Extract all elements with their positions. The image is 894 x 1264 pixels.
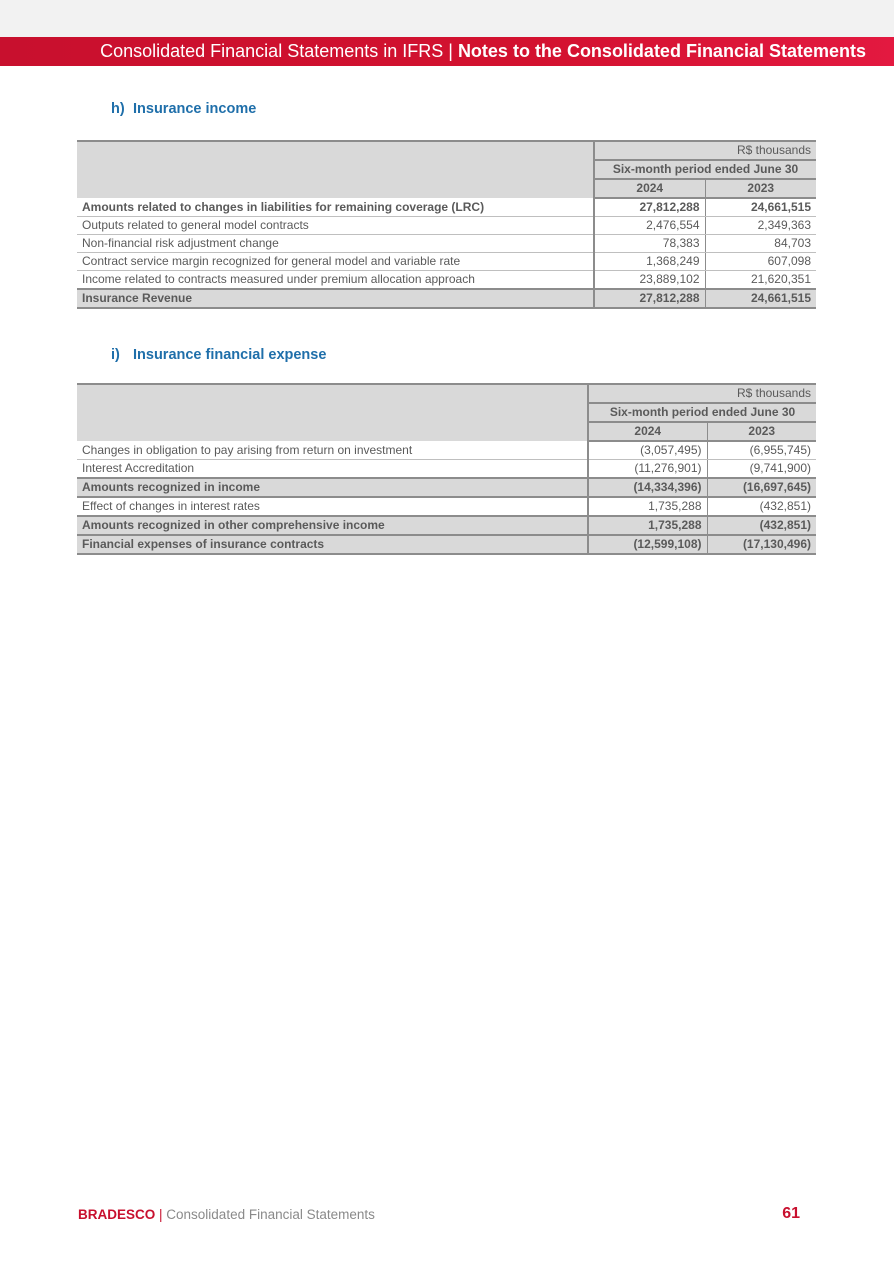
row-label: Non-financial risk adjustment change (77, 235, 594, 253)
header-title-regular: Consolidated Financial Statements in IFRS | (100, 41, 458, 61)
row-label: Outputs related to general model contracts (77, 217, 594, 235)
footer-subtitle: Consolidated Financial Statements (166, 1207, 375, 1222)
row-value-2024: (11,276,901) (588, 460, 707, 479)
unit-label: R$ thousands (588, 384, 816, 403)
year-2024: 2024 (594, 179, 705, 198)
row-value-2023: (432,851) (707, 516, 816, 535)
total-row (77, 535, 816, 554)
total-row (77, 289, 816, 308)
row-label: Changes in obligation to pay arising from return on investment (77, 441, 588, 460)
row-label: Financial expenses of insurance contracts (77, 535, 588, 554)
header-banner (0, 37, 894, 66)
header-blank (77, 141, 594, 198)
row-value-2024: (12,599,108) (588, 535, 707, 554)
page-number: 61 (782, 1205, 800, 1222)
row-value-2024: 27,812,288 (594, 198, 705, 217)
section-i-heading: Insurance financial expense (133, 347, 327, 363)
footer-separator: | (155, 1207, 167, 1222)
insurance-income-table (77, 140, 816, 309)
section-i-letter: i) (111, 347, 120, 363)
year-2023: 2023 (705, 179, 816, 198)
table-row (77, 497, 816, 516)
row-value-2023: 24,661,515 (705, 198, 816, 217)
table-row (77, 271, 816, 290)
period-label: Six-month period ended June 30 (588, 403, 816, 422)
header-blank (77, 384, 588, 441)
row-label: Amounts recognized in income (77, 478, 588, 497)
table-row (77, 460, 816, 479)
row-value-2023: 21,620,351 (705, 271, 816, 290)
section-h-letter: h) (111, 101, 125, 117)
row-label: Interest Accreditation (77, 460, 588, 479)
row-value-2023: 24,661,515 (705, 289, 816, 308)
row-value-2023: (6,955,745) (707, 441, 816, 460)
row-value-2024: 1,735,288 (588, 516, 707, 535)
row-label: Amounts recognized in other comprehensive income (77, 516, 588, 535)
header-title-bold: Notes to the Consolidated Financial Statements (457, 41, 866, 61)
footer (78, 1207, 375, 1222)
row-value-2023: (432,851) (707, 497, 816, 516)
table-row (77, 253, 816, 271)
insurance-financial-expense-table (77, 383, 816, 555)
year-2024: 2024 (588, 422, 707, 441)
row-value-2024: (3,057,495) (588, 441, 707, 460)
year-2023: 2023 (707, 422, 816, 441)
row-value-2023: (16,697,645) (707, 478, 816, 497)
row-label: Insurance Revenue (77, 289, 594, 308)
row-value-2024: 78,383 (594, 235, 705, 253)
row-value-2024: 2,476,554 (594, 217, 705, 235)
period-label: Six-month period ended June 30 (594, 160, 816, 179)
row-label: Amounts related to changes in liabilities for remaining coverage (LRC) (77, 198, 594, 217)
table-row (77, 198, 816, 217)
row-value-2023: (17,130,496) (707, 535, 816, 554)
row-value-2024: 23,889,102 (594, 271, 705, 290)
top-strip (0, 0, 894, 37)
row-value-2023: 2,349,363 (705, 217, 816, 235)
row-value-2024: 1,368,249 (594, 253, 705, 271)
table-row (77, 217, 816, 235)
subtotal-row (77, 516, 816, 535)
row-label: Contract service margin recognized for general model and variable rate (77, 253, 594, 271)
subtotal-row (77, 478, 816, 497)
section-i-title (111, 347, 326, 363)
table-row (77, 441, 816, 460)
row-value-2023: 84,703 (705, 235, 816, 253)
table-row (77, 235, 816, 253)
section-h-title (111, 101, 256, 117)
section-h-heading: Insurance income (133, 101, 257, 117)
row-value-2024: (14,334,396) (588, 478, 707, 497)
unit-label: R$ thousands (594, 141, 816, 160)
row-value-2023: 607,098 (705, 253, 816, 271)
row-value-2024: 27,812,288 (594, 289, 705, 308)
row-label: Effect of changes in interest rates (77, 497, 588, 516)
row-value-2023: (9,741,900) (707, 460, 816, 479)
row-label: Income related to contracts measured under premium allocation approach (77, 271, 594, 290)
row-value-2024: 1,735,288 (588, 497, 707, 516)
footer-brand: BRADESCO (78, 1207, 156, 1222)
